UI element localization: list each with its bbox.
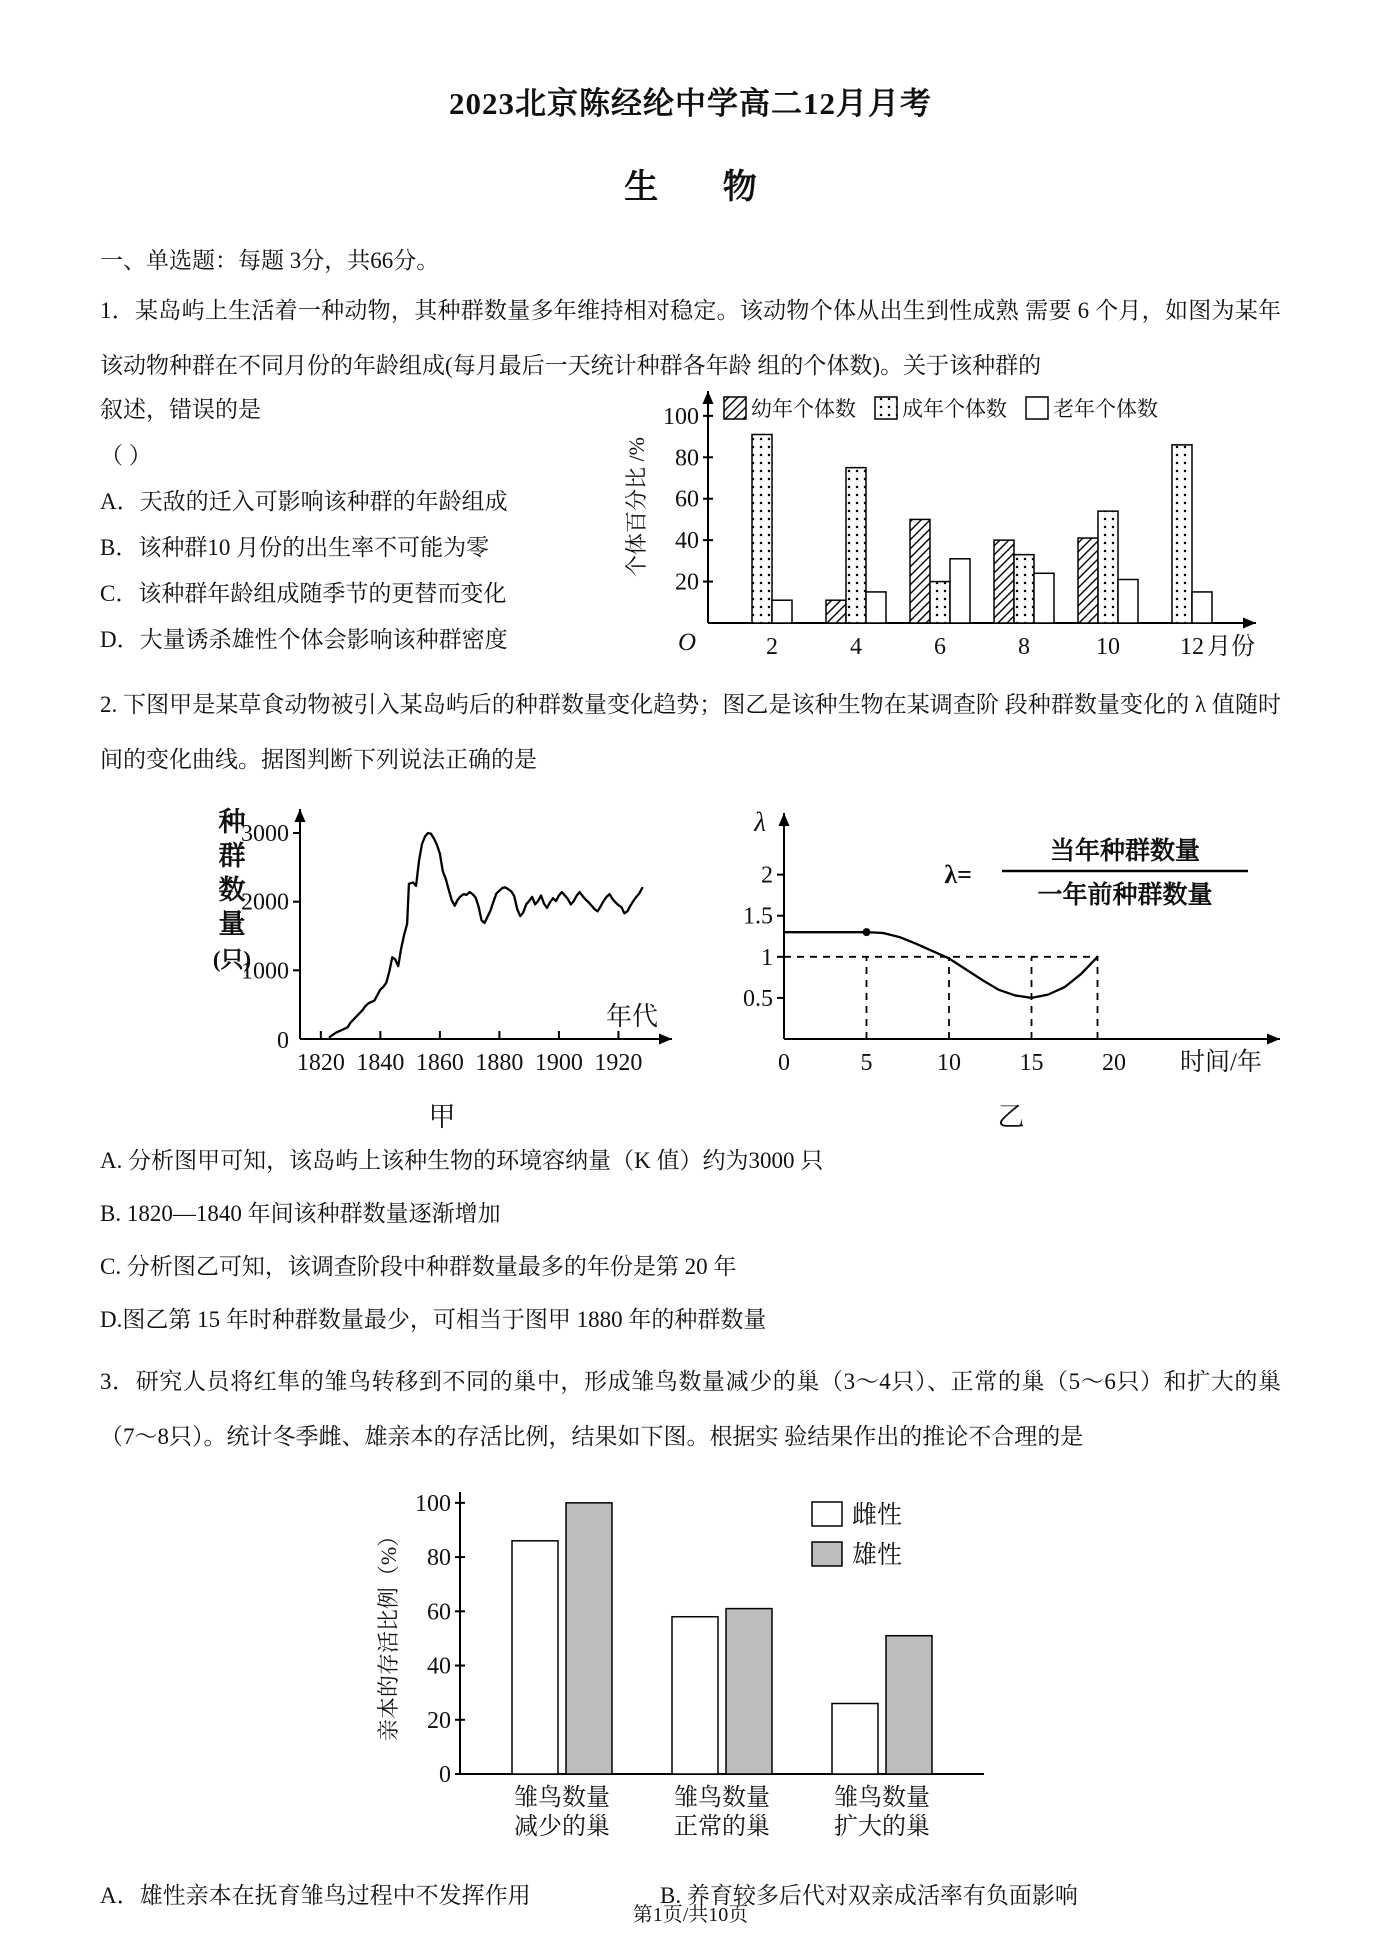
- svg-text:100: 100: [415, 1490, 451, 1517]
- subject-title: 生物: [624, 169, 822, 206]
- svg-text:10: 10: [937, 1050, 961, 1076]
- bar-成年个体数: [930, 582, 950, 623]
- svg-text:λ: λ: [754, 807, 766, 837]
- svg-text:1: 1: [761, 944, 773, 971]
- page-footer: 第1页/共10页: [632, 1904, 749, 1926]
- q1-option-a: A．天敌的迁入可影响该种群的年龄组成: [100, 489, 508, 514]
- q3-survival-bar-chart: [368, 1480, 998, 1862]
- svg-text:100: 100: [663, 403, 699, 430]
- bar-老年个体数: [866, 592, 886, 623]
- svg-text:6: 6: [934, 634, 946, 660]
- svg-text:20: 20: [675, 569, 699, 596]
- svg-text:月份: 月份: [1207, 634, 1255, 660]
- q1-options: [100, 393, 605, 669]
- svg-text:1.5: 1.5: [743, 903, 773, 930]
- question-2: [100, 677, 1281, 1346]
- svg-text:雏鸟数量: 雏鸟数量: [674, 1785, 770, 1811]
- svg-text:40: 40: [675, 528, 699, 555]
- svg-text:减少的巢: 减少的巢: [514, 1814, 610, 1840]
- q2-chart-jia-block: [192, 799, 692, 1134]
- svg-text:扩大的巢: 扩大的巢: [834, 1814, 930, 1840]
- bar-雌性: [672, 1617, 718, 1774]
- legend-swatch-幼年个体数: [724, 397, 746, 419]
- bar-成年个体数: [1172, 445, 1192, 623]
- yi-svg: [720, 799, 1302, 1087]
- q1-stem-cont: 叙述，错误的是: [100, 397, 261, 422]
- svg-text:60: 60: [675, 486, 699, 513]
- svg-text:个体百分比 /%: 个体百分比 /%: [624, 437, 649, 577]
- legend-swatch-老年个体数: [1026, 397, 1048, 419]
- svg-text:1840: 1840: [356, 1050, 405, 1076]
- svg-text:80: 80: [675, 445, 699, 472]
- q3-option-b: B. 养育较多后代对双亲成活率有负面影响: [660, 1883, 1078, 1908]
- svg-text:80: 80: [427, 1545, 451, 1572]
- svg-text:1860: 1860: [415, 1050, 464, 1076]
- bar-成年个体数: [1014, 555, 1034, 623]
- bar-老年个体数: [950, 559, 970, 623]
- svg-text:2: 2: [766, 634, 778, 660]
- bar-雌性: [832, 1704, 878, 1775]
- svg-text:雌性: 雌性: [852, 1502, 903, 1529]
- svg-text:4: 4: [850, 634, 862, 660]
- q3-survival-svg: [368, 1480, 998, 1862]
- bar-雌性: [512, 1541, 558, 1774]
- page-title: 2023北京陈经纶中学高二12月月考: [449, 86, 932, 121]
- section-header: 一、单选题：每题 3分，共66分。: [100, 248, 440, 273]
- chart-caption-yi: 乙: [997, 1102, 1025, 1132]
- q2-option-a: A. 分析图甲可知，该岛屿上该种生物的环境容纳量（K 值）约为3000 只: [100, 1148, 824, 1173]
- svg-text:12: 12: [1180, 634, 1204, 660]
- svg-text:10: 10: [1096, 634, 1120, 660]
- q3-option-a: A．雄性亲本在抚育雏鸟过程中不发挥作用: [100, 1883, 531, 1908]
- svg-text:幼年个体数: 幼年个体数: [751, 397, 856, 421]
- q2-population-line-chart: [192, 799, 692, 1087]
- svg-text:1880: 1880: [475, 1050, 524, 1076]
- bar-成年个体数: [1098, 511, 1118, 623]
- svg-text:λ=: λ=: [944, 860, 972, 889]
- legend-swatch-成年个体数: [875, 397, 897, 419]
- chart-caption-jia: 甲: [428, 1102, 456, 1132]
- question-1: [100, 283, 1281, 669]
- q1-option-c: C．该种群年龄组成随季节的更替而变化: [100, 581, 507, 606]
- svg-text:0: 0: [277, 1028, 289, 1054]
- q2-charts: [192, 799, 1281, 1134]
- q2-option-d: D.图乙第 15 年时种群数量最少，可相当于图甲 1880 年的种群数量: [100, 1307, 767, 1332]
- svg-text:雄性: 雄性: [852, 1542, 903, 1569]
- svg-text:1920: 1920: [594, 1050, 643, 1076]
- q1-stem: 1．某岛屿上生活着一种动物，其种群数量多年维持相对稳定。该动物个体从出生到性成熟 需要 6 个月，如图为某年该动物种群在不同月份的年龄组成(每月最后一天统计种群各年龄 组的个体数)。关于该种群的: [100, 298, 1281, 378]
- yi-curve: [784, 932, 1098, 998]
- svg-text:亲本的存活比例（%）: 亲本的存活比例（%）: [376, 1524, 401, 1742]
- svg-text:1820: 1820: [296, 1050, 345, 1076]
- q1-option-d: D．大量诱杀雄性个体会影响该种群密度: [100, 627, 508, 652]
- svg-text:成年个体数: 成年个体数: [902, 397, 1007, 421]
- question-3: [100, 1354, 1281, 1916]
- svg-text:2: 2: [761, 862, 773, 889]
- bar-雄性: [886, 1636, 932, 1774]
- svg-text:20: 20: [1102, 1050, 1126, 1076]
- bar-成年个体数: [846, 468, 866, 623]
- bar-雄性: [726, 1609, 772, 1774]
- svg-text:量: 量: [218, 909, 246, 939]
- q3-stem: 3．研究人员将红隼的雏鸟转移到不同的巢中，形成雏鸟数量减少的巢（3～4只）、正常的巢（5～6只）和扩大的巢（7～8只）。统计冬季雌、雄亲本的存活比例，结果如下图。根据实 验结果作出的推论不合理的是: [100, 1369, 1281, 1449]
- svg-text:1900: 1900: [534, 1050, 583, 1076]
- q1-age-composition-chart: [613, 387, 1281, 669]
- svg-text:40: 40: [427, 1653, 451, 1680]
- svg-text:雏鸟数量: 雏鸟数量: [834, 1785, 930, 1811]
- svg-text:15: 15: [1019, 1050, 1044, 1076]
- bar-雄性: [566, 1503, 612, 1774]
- q1-paren: （ ）: [100, 443, 152, 468]
- svg-text:0: 0: [778, 1050, 790, 1076]
- svg-text:数: 数: [218, 875, 246, 905]
- bar-成年个体数: [752, 435, 772, 624]
- svg-text:时间/年: 时间/年: [1180, 1049, 1262, 1076]
- svg-text:2000: 2000: [241, 889, 289, 916]
- svg-text:20: 20: [427, 1707, 451, 1734]
- svg-text:5: 5: [860, 1050, 873, 1076]
- bar-幼年个体数: [1078, 538, 1098, 623]
- q2-option-c: C. 分析图乙可知，该调查阶段中种群数量最多的年份是第 20 年: [100, 1254, 737, 1279]
- svg-text:0: 0: [439, 1762, 451, 1788]
- legend-swatch-雌性: [812, 1502, 842, 1526]
- svg-text:8: 8: [1018, 634, 1030, 660]
- q1-body: [100, 393, 1281, 669]
- svg-text:雏鸟数量: 雏鸟数量: [514, 1785, 610, 1811]
- svg-text:(只): (只): [212, 947, 252, 972]
- svg-text:老年个体数: 老年个体数: [1053, 397, 1158, 421]
- bar-幼年个体数: [994, 540, 1014, 623]
- svg-text:60: 60: [427, 1599, 451, 1626]
- svg-text:1000: 1000: [241, 958, 289, 985]
- q1-age-svg: [613, 387, 1281, 669]
- bar-幼年个体数: [910, 519, 930, 623]
- bar-老年个体数: [1034, 573, 1054, 623]
- svg-text:0.5: 0.5: [743, 985, 773, 1012]
- bar-老年个体数: [772, 600, 792, 623]
- q2-chart-yi-block: [720, 799, 1302, 1134]
- svg-text:群: 群: [218, 841, 246, 871]
- q2-lambda-line-chart: [720, 799, 1302, 1087]
- bar-老年个体数: [1118, 580, 1138, 624]
- svg-text:3000: 3000: [241, 821, 289, 848]
- bar-幼年个体数: [826, 600, 846, 623]
- jia-curve: [330, 833, 642, 1037]
- q2-stem: 2. 下图甲是某草食动物被引入某岛屿后的种群数量变化趋势；图乙是该种生物在某调查阶 段种群数量变化的 λ 值随时间的变化曲线。据图判断下列说法正确的是: [100, 692, 1281, 772]
- jia-svg: [192, 799, 692, 1087]
- svg-text:一年前种群数量: 一年前种群数量: [1037, 882, 1213, 909]
- svg-text:正常的巢: 正常的巢: [674, 1814, 770, 1840]
- q2-option-b: B. 1820—1840 年间该种群数量逐渐增加: [100, 1201, 501, 1226]
- q2-options: [100, 1134, 1281, 1346]
- q1-option-b: B．该种群10 月份的出生率不可能为零: [100, 535, 490, 560]
- bar-老年个体数: [1192, 592, 1212, 623]
- svg-text:当年种群数量: 当年种群数量: [1049, 838, 1201, 865]
- svg-text:种: 种: [218, 807, 246, 837]
- legend-swatch-雄性: [812, 1542, 842, 1566]
- svg-text:年代: 年代: [605, 1002, 658, 1031]
- svg-text:O: O: [677, 629, 696, 656]
